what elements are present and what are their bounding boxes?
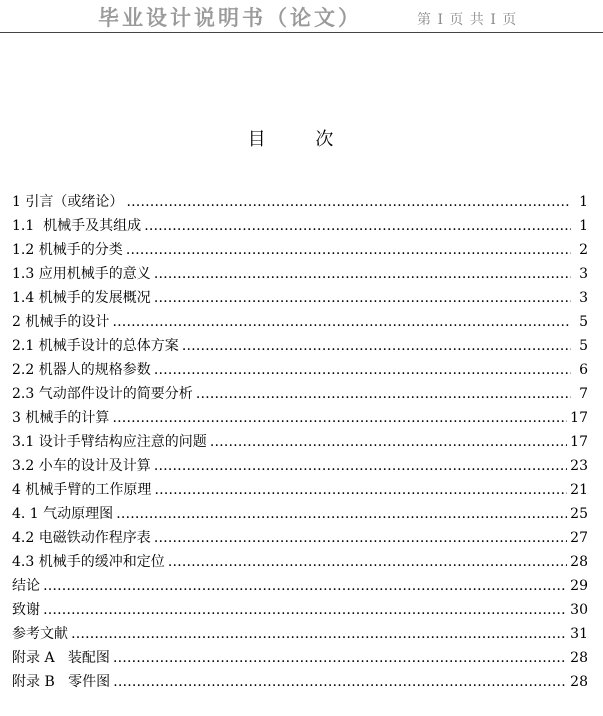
toc-leader-dots <box>144 214 571 238</box>
toc-entry[interactable] <box>12 190 588 214</box>
toc-entry[interactable] <box>12 310 588 334</box>
toc-leader-dots <box>126 190 571 214</box>
toc-entry[interactable] <box>12 214 588 238</box>
toc-entry-page-number: 7 <box>579 386 588 402</box>
toc-entry-page-number: 17 <box>570 434 588 450</box>
toc-entry-page-number: 17 <box>570 410 588 426</box>
toc-entry-label: 4. 1 气动原理图 <box>12 506 114 522</box>
toc-entry[interactable] <box>12 646 588 670</box>
toc-entry-label: 3 机械手的计算 <box>12 410 110 426</box>
toc-entry-page-number: 29 <box>570 578 588 594</box>
toc-entry-page-number: 21 <box>570 482 588 498</box>
table-of-contents <box>12 190 588 694</box>
toc-entry-label: 4.2 电磁铁动作程序表 <box>12 530 151 546</box>
toc-entry-label: 1.3 应用机械手的意义 <box>12 266 151 282</box>
toc-entry-page-number: 23 <box>570 458 588 474</box>
page-number-info: 第 I 页 共 I 页 <box>417 12 518 28</box>
toc-entry-label: 1 引言（或绪论） <box>12 194 124 210</box>
toc-entry-label: 4.3 机械手的缓冲和定位 <box>12 554 165 570</box>
toc-entry-label: 3.1 设计手臂结构应注意的问题 <box>12 434 207 450</box>
toc-entry-page-number: 1 <box>579 194 588 210</box>
toc-entry-page-number: 25 <box>570 506 588 522</box>
toc-entry-page-number: 30 <box>570 602 588 618</box>
toc-entry[interactable] <box>12 478 588 502</box>
toc-entry-page-number: 6 <box>579 362 588 378</box>
toc-entry-page-number: 1 <box>579 218 588 234</box>
toc-entry-label: 附录 A 装配图 <box>12 650 110 666</box>
toc-entry[interactable] <box>12 238 588 262</box>
toc-entry[interactable] <box>12 286 588 310</box>
toc-entry[interactable] <box>12 550 588 574</box>
toc-entry[interactable] <box>12 622 588 646</box>
toc-entry-label: 3.2 小车的设计及计算 <box>12 458 151 474</box>
document-header-title: 毕业设计说明书（论文） <box>98 5 362 30</box>
toc-leader-dots <box>210 430 567 454</box>
toc-leader-dots <box>71 622 567 646</box>
toc-leader-dots <box>154 526 567 550</box>
toc-leader-dots <box>154 358 571 382</box>
toc-entry-label: 2.3 气动部件设计的简要分析 <box>12 386 193 402</box>
toc-leader-dots <box>43 598 567 622</box>
toc-leader-dots <box>43 574 567 598</box>
toc-entry-label: 参考文献 <box>12 626 68 642</box>
toc-entry-label: 1.4 机械手的发展概况 <box>12 290 151 306</box>
toc-entry-page-number: 2 <box>579 242 588 258</box>
toc-entry[interactable] <box>12 430 588 454</box>
toc-entry[interactable] <box>12 382 588 406</box>
toc-entry-page-number: 27 <box>570 530 588 546</box>
toc-leader-dots <box>112 310 571 334</box>
toc-entry-page-number: 28 <box>570 650 588 666</box>
toc-entry[interactable] <box>12 454 588 478</box>
toc-leader-dots <box>168 550 567 574</box>
toc-entry[interactable] <box>12 670 588 694</box>
page-header <box>0 0 603 33</box>
toc-entry-page-number: 3 <box>579 290 588 306</box>
toc-entry-label: 附录 B 零件图 <box>12 674 111 690</box>
toc-leader-dots <box>154 286 571 310</box>
toc-entry[interactable] <box>12 334 588 358</box>
toc-entry-label: 2.1 机械手设计的总体方案 <box>12 338 179 354</box>
toc-entry[interactable] <box>12 598 588 622</box>
toc-entry-page-number: 5 <box>579 314 588 330</box>
toc-entry-label: 结论 <box>12 578 40 594</box>
toc-leader-dots <box>112 406 567 430</box>
toc-leader-dots <box>154 478 567 502</box>
toc-leader-dots <box>116 502 567 526</box>
toc-entry[interactable] <box>12 502 588 526</box>
toc-entry-label: 2 机械手的设计 <box>12 314 110 330</box>
toc-entry-label: 1.1 机械手及其组成 <box>12 218 142 234</box>
toc-leader-dots <box>182 334 571 358</box>
toc-entry-label: 致谢 <box>12 602 40 618</box>
toc-entry-label: 1.2 机械手的分类 <box>12 242 123 258</box>
toc-entry[interactable] <box>12 574 588 598</box>
toc-title: 目 次 <box>247 129 356 150</box>
toc-leader-dots <box>196 382 571 406</box>
toc-entry-page-number: 3 <box>579 266 588 282</box>
toc-entry[interactable] <box>12 526 588 550</box>
toc-leader-dots <box>113 670 567 694</box>
toc-entry-page-number: 5 <box>579 338 588 354</box>
toc-leader-dots <box>126 238 571 262</box>
toc-leader-dots <box>154 262 571 286</box>
toc-leader-dots <box>154 454 567 478</box>
toc-entry[interactable] <box>12 406 588 430</box>
toc-entry-label: 2.2 机器人的规格参数 <box>12 362 151 378</box>
toc-entry[interactable] <box>12 358 588 382</box>
toc-entry[interactable] <box>12 262 588 286</box>
toc-entry-page-number: 31 <box>570 626 588 642</box>
toc-entry-page-number: 28 <box>570 554 588 570</box>
toc-entry-label: 4 机械手臂的工作原理 <box>12 482 152 498</box>
toc-entry-page-number: 28 <box>570 674 588 690</box>
toc-leader-dots <box>113 646 567 670</box>
